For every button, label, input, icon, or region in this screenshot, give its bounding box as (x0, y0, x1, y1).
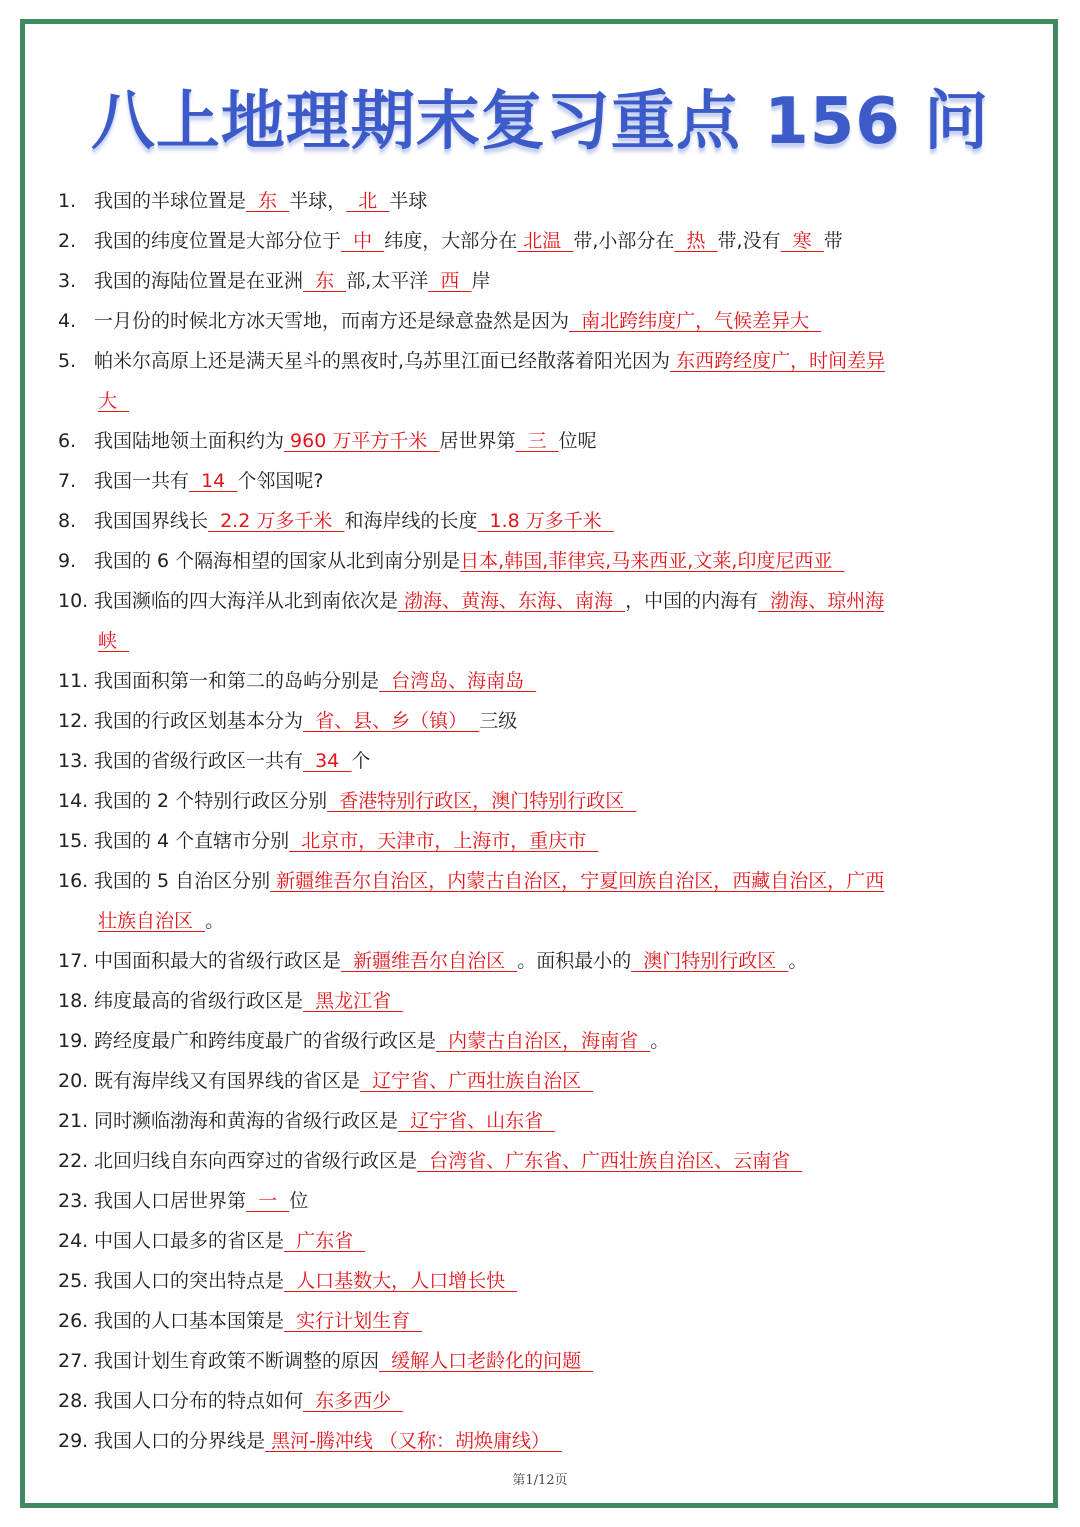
question-item (58, 1061, 1030, 1101)
question-text: 我国的人口基本国策是 (94, 1310, 285, 1332)
question-text: 我国人口的突出特点是 (94, 1270, 285, 1292)
question-item (58, 941, 1030, 981)
answer-text: 2.2 万多千米 (208, 510, 345, 532)
page-number: 第1/12页 (512, 1473, 568, 1488)
question-number: 26. (58, 1310, 89, 1332)
question-text: 我国的 6 个隔海相望的国家从北到南分别是 (94, 550, 461, 572)
question-item (58, 1221, 1030, 1261)
question-text: 帕米尔高原上还是满天星斗的黑夜时,乌苏里江面已经散落着阳光因为 (94, 350, 671, 372)
question-number: 8. (58, 510, 77, 532)
question-number: 19. (58, 1030, 89, 1052)
question-text: 同时濒临渤海和黄海的省级行政区是 (94, 1110, 399, 1132)
question-text: 我国的 4 个直辖市分别 (94, 830, 290, 852)
question-item (58, 661, 1030, 701)
question-text: 我国的 2 个特别行政区分别 (94, 790, 328, 812)
answer-text: 台湾岛、海南岛 (379, 670, 537, 692)
question-item (58, 461, 1030, 501)
answer-text: 北温 (517, 230, 574, 252)
question-text: 位呢 (558, 430, 597, 452)
answer-text: 一 (246, 1190, 290, 1212)
question-item-continuation (58, 381, 1030, 421)
question-text: 三级 (479, 710, 518, 732)
answer-text: 壮族自治区 (98, 910, 206, 932)
question-number: 21. (58, 1110, 89, 1132)
question-text: 带,小部分在 (573, 230, 675, 252)
question-text: 北回归线自东向西穿过的省级行政区是 (94, 1150, 418, 1172)
question-text: 纬度最高的省级行政区是 (94, 990, 304, 1012)
answer-text: 实行计划生育 (284, 1310, 423, 1332)
question-number: 5. (58, 350, 77, 372)
question-item (58, 221, 1030, 261)
question-text: 我国陆地领土面积约为 (94, 430, 285, 452)
question-number: 15. (58, 830, 89, 852)
question-item (58, 1261, 1030, 1301)
question-item (58, 981, 1030, 1021)
question-text: 。 (205, 910, 225, 932)
question-number: 20. (58, 1070, 89, 1092)
question-item (58, 341, 1030, 381)
answer-text: 黑河-腾冲线 （又称：胡焕庸线） (265, 1430, 563, 1452)
question-item (58, 1341, 1030, 1381)
answer-text: 三 (515, 430, 559, 452)
answer-text: 台湾省、广东省、广西壮族自治区、云南省 (417, 1150, 803, 1172)
question-item (58, 181, 1030, 221)
answer-text: 新疆维吾尔自治区 (341, 950, 518, 972)
question-number: 29. (58, 1430, 89, 1452)
question-item (58, 301, 1030, 341)
question-item-continuation (58, 621, 1030, 661)
answer-text: 香港特别行政区，澳门特别行政区 (327, 790, 637, 812)
question-text: 岸 (471, 270, 491, 292)
question-text: 我国的省级行政区一共有 (94, 750, 304, 772)
question-number: 25. (58, 1270, 89, 1292)
answer-text: 人口基数大，人口增长快 (284, 1270, 518, 1292)
answer-text: 日本,韩国,菲律宾,马来西亚,文莱,印度尼西亚 (460, 550, 845, 572)
question-text: 半球 (389, 190, 428, 212)
answer-text: 省、县、乡（镇） (303, 710, 480, 732)
answer-text: 渤海、琼州海 (758, 590, 885, 612)
question-text: 部,太平洋 (346, 270, 429, 292)
question-text: 。 (650, 1030, 670, 1052)
question-item (58, 821, 1030, 861)
question-number: 2. (58, 230, 77, 252)
question-number: 10. (58, 590, 89, 612)
answer-text: 寒 (780, 230, 824, 252)
question-text: 我国人口居世界第 (94, 1190, 247, 1212)
question-number: 13. (58, 750, 89, 772)
question-text: 我国人口的分界线是 (94, 1430, 266, 1452)
question-text: 带,没有 (717, 230, 781, 252)
question-number: 27. (58, 1350, 89, 1372)
question-text: 居世界第 (439, 430, 516, 452)
question-item (58, 861, 1030, 901)
question-text: ，中国的内海有 (625, 590, 759, 612)
question-text: 我国的行政区划基本分为 (94, 710, 304, 732)
answer-text: 34 (303, 750, 352, 772)
question-number: 17. (58, 950, 89, 972)
answer-text: 热 (674, 230, 718, 252)
answer-text: 东 (246, 190, 290, 212)
answer-text: 北京市，天津市，上海市，重庆市 (289, 830, 599, 852)
answer-text: 澳门特别行政区 (631, 950, 789, 972)
answer-text: 东西跨经度广，时间差异 (670, 350, 886, 372)
question-item (58, 541, 1030, 581)
answer-text: 北 (346, 190, 390, 212)
question-number: 6. (58, 430, 77, 452)
question-text: 我国的 5 自治区分别 (94, 870, 271, 892)
question-text: 跨经度最广和跨纬度最广的省级行政区是 (94, 1030, 437, 1052)
question-item-continuation (58, 901, 1030, 941)
question-text: 我国的半球位置是 (94, 190, 247, 212)
question-text: 。面积最小的 (517, 950, 632, 972)
answer-text: 渤海、黄海、东海、南海 (398, 590, 626, 612)
question-text: 我国国界线长 (94, 510, 209, 532)
answer-text: 内蒙古自治区，海南省 (436, 1030, 651, 1052)
answer-text: 1.8 万多千米 (477, 510, 614, 532)
question-number: 9. (58, 550, 77, 572)
question-text: 带 (823, 230, 843, 252)
question-number: 3. (58, 270, 77, 292)
answer-text: 大 (98, 390, 130, 412)
question-list (58, 181, 1030, 1461)
answer-text: 缓解人口老龄化的问题 (379, 1350, 594, 1372)
answer-text: 东 (303, 270, 347, 292)
answer-text: 峡 (98, 630, 130, 652)
question-number: 12. (58, 710, 89, 732)
question-number: 1. (58, 190, 77, 212)
question-text: 位 (289, 1190, 309, 1212)
answer-text: 黑龙江省 (303, 990, 404, 1012)
answer-text: 中 (341, 230, 385, 252)
question-item (58, 1181, 1030, 1221)
question-text: 既有海岸线又有国界线的省区是 (94, 1070, 361, 1092)
question-text: 纬度，大部分在 (384, 230, 518, 252)
question-text: 中国人口最多的省区是 (94, 1230, 285, 1252)
question-item (58, 1101, 1030, 1141)
question-item (58, 781, 1030, 821)
answer-text: 西 (428, 270, 472, 292)
question-text: 和海岸线的长度 (344, 510, 478, 532)
question-number: 16. (58, 870, 89, 892)
question-number: 22. (58, 1150, 89, 1172)
question-text: 个邻国呢? (237, 470, 324, 492)
question-number: 18. (58, 990, 89, 1012)
question-text: 。 (788, 950, 808, 972)
question-item (58, 1301, 1030, 1341)
answer-text: 南北跨纬度广，气候差异大 (569, 310, 822, 332)
question-item (58, 261, 1030, 301)
question-text: 我国计划生育政策不断调整的原因 (94, 1350, 380, 1372)
answer-text: 新疆维吾尔自治区，内蒙古自治区，宁夏回族自治区，西藏自治区，广西 (270, 870, 885, 892)
question-text: 个 (351, 750, 371, 772)
question-item (58, 741, 1030, 781)
question-number: 4. (58, 310, 77, 332)
answer-text: 广东省 (284, 1230, 366, 1252)
answer-text: 960 万平方千米 (284, 430, 440, 452)
question-number: 23. (58, 1190, 89, 1212)
question-text: 半球， (289, 190, 347, 212)
question-item (58, 1421, 1030, 1461)
answer-text: 东多西少 (303, 1390, 404, 1412)
question-text: 一月份的时候北方冰天雪地，而南方还是绿意盎然是因为 (94, 310, 570, 332)
question-item (58, 1381, 1030, 1421)
question-item (58, 501, 1030, 541)
page-title: 八上地理期末复习重点 156 问 (90, 85, 990, 159)
question-item (58, 421, 1030, 461)
question-item (58, 701, 1030, 741)
question-text: 我国人口分布的特点如何 (94, 1390, 304, 1412)
question-number: 24. (58, 1230, 89, 1252)
question-text: 我国濒临的四大海洋从北到南依次是 (94, 590, 399, 612)
question-number: 28. (58, 1390, 89, 1412)
question-text: 我国面积第一和第二的岛屿分别是 (94, 670, 380, 692)
question-text: 我国的纬度位置是大部分位于 (94, 230, 342, 252)
question-number: 14. (58, 790, 89, 812)
question-number: 11. (58, 670, 89, 692)
answer-text: 辽宁省、广西壮族自治区 (360, 1070, 594, 1092)
question-text: 中国面积最大的省级行政区是 (94, 950, 342, 972)
question-item (58, 581, 1030, 621)
question-number: 7. (58, 470, 77, 492)
question-text: 我国一共有 (94, 470, 190, 492)
question-item (58, 1141, 1030, 1181)
question-text: 我国的海陆位置是在亚洲 (94, 270, 304, 292)
answer-text: 14 (189, 470, 238, 492)
answer-text: 辽宁省、山东省 (398, 1110, 556, 1132)
question-item (58, 1021, 1030, 1061)
